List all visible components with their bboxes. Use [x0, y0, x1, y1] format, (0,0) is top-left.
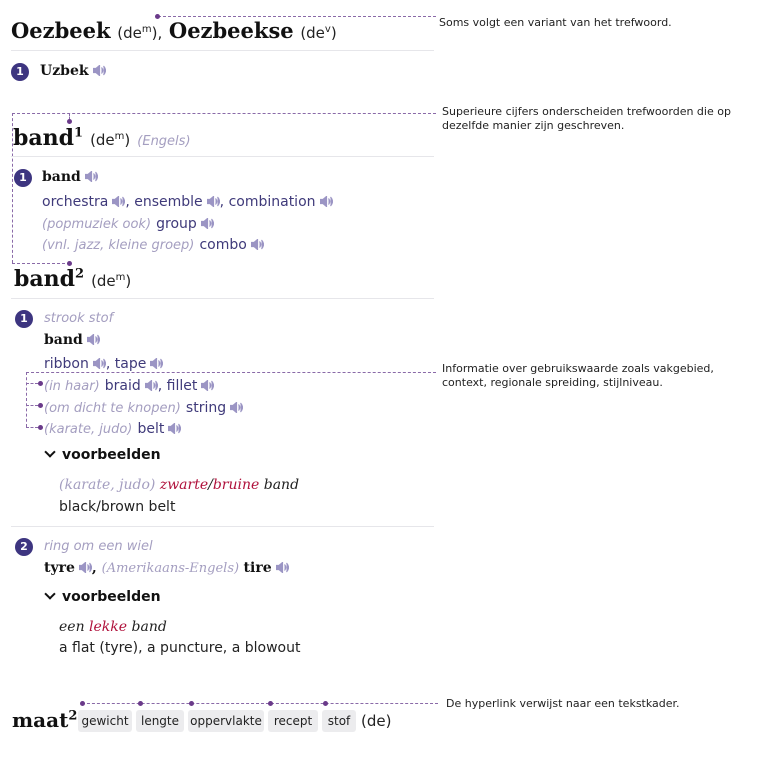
gender-sup: m	[141, 24, 152, 35]
chevron-down-icon	[44, 588, 55, 599]
example-label: (karate, judo)	[59, 477, 156, 493]
gender-sup: m	[114, 131, 125, 142]
gender-label	[90, 131, 130, 149]
hyperlink-button-recept[interactable]: recept	[268, 710, 318, 732]
translation: ensemble	[134, 194, 203, 210]
translation: string	[185, 400, 227, 416]
usage-dot-3	[38, 425, 43, 430]
sense-line	[42, 213, 214, 232]
divider	[11, 50, 434, 51]
hyperlink-note: De hyperlink verwijst naar een tekstkader.	[446, 697, 680, 710]
homonym-number: 2	[68, 708, 78, 724]
homonym-note: Superieure cijfers onderscheiden trefwoorden die op dezelfde manier zijn geschreven.	[442, 105, 731, 132]
sense-label: ring om een wiel	[44, 539, 153, 554]
hyperlink-button-lengte[interactable]: lengte	[136, 710, 184, 732]
sense-line	[40, 63, 106, 79]
gender-text: (de	[117, 24, 142, 42]
hyperlink-button-stof[interactable]: stof	[322, 710, 356, 732]
sense-line: ribbon , tape	[44, 353, 163, 372]
homonym-bracket-bottom	[12, 263, 70, 264]
sense-line: tyre , (Amerikaans-Engels) tire	[44, 560, 289, 576]
variant-note: Soms volgt een variant van het trefwoord.	[439, 16, 672, 29]
example-word: band	[263, 477, 300, 493]
gender-text: (de	[90, 131, 115, 149]
gender-close: )	[125, 272, 132, 290]
sense-line	[42, 169, 98, 185]
example-highlight: zwarte	[159, 477, 209, 493]
homonym-pointer-line	[12, 113, 436, 114]
gender-label: (de)	[361, 712, 392, 730]
speaker-icon[interactable]	[112, 196, 125, 207]
example-translation: black/brown belt	[59, 499, 176, 515]
usage-label: (in haar)	[44, 379, 100, 394]
hyperlink-button-oppervlakte[interactable]: oppervlakte	[188, 710, 264, 732]
speaker-icon[interactable]	[168, 423, 181, 434]
sense-line	[44, 418, 181, 437]
variant-gender-label	[300, 24, 336, 42]
hyperlink-dot-5	[323, 701, 328, 706]
translation: group	[156, 216, 197, 232]
translation: Uzbek	[40, 63, 89, 79]
usage-label: (Amerikaans-Engels)	[101, 561, 240, 576]
usage-bracket	[26, 372, 27, 427]
speaker-icon[interactable]	[87, 334, 100, 345]
hyperlink-dot-1	[80, 701, 85, 706]
divider	[11, 298, 434, 299]
divider	[11, 526, 434, 527]
translation: ribbon	[44, 356, 89, 372]
headword: maat	[12, 708, 69, 732]
homonym-dot-1	[67, 119, 72, 124]
gender-label	[117, 24, 162, 42]
headword: Oezbeek	[11, 18, 111, 43]
translation: fillet	[166, 378, 198, 394]
entry-oezbeek-header	[11, 18, 337, 43]
variant-gender-sup: v	[324, 24, 331, 35]
speaker-icon[interactable]	[79, 562, 92, 573]
hyperlink-pointer-line	[82, 703, 438, 704]
translation: tire	[243, 560, 272, 576]
homonym-number: 2	[75, 266, 85, 282]
sense-line: orchestra , ensemble , combination	[42, 191, 333, 210]
variant-headword: Oezbeekse	[168, 18, 294, 43]
speaker-icon[interactable]	[230, 402, 243, 413]
sense-number: 2	[15, 538, 33, 556]
headword: band	[14, 266, 76, 292]
example-slash: /	[208, 477, 213, 493]
translation: combination	[228, 194, 316, 210]
variant-gender-text: (de	[300, 24, 325, 42]
sense-number: 1	[15, 310, 33, 328]
example-pre: een	[59, 619, 85, 635]
chevron-down-icon	[44, 446, 55, 457]
hyperlink-button-gewicht[interactable]: gewicht	[78, 710, 132, 732]
usage-tick-2	[26, 405, 38, 406]
sense-number: 1	[14, 169, 32, 187]
sense-line	[44, 397, 243, 416]
variant-pointer-line	[158, 16, 436, 17]
translation: belt	[137, 421, 165, 437]
usage-tick-3	[26, 427, 38, 428]
example-translation: a flat (tyre), a puncture, a blowout	[59, 640, 301, 656]
sense-label: strook stof	[44, 311, 114, 326]
speaker-icon[interactable]	[85, 171, 98, 182]
hyperlink-dot-2	[138, 701, 143, 706]
usage-dot-1	[38, 381, 43, 386]
variant-gender-close: )	[330, 24, 337, 42]
examples-toggle-label: voorbeelden	[62, 447, 161, 463]
example-highlight: bruine	[212, 477, 260, 493]
example-source	[59, 477, 299, 493]
translation: orchestra	[42, 194, 109, 210]
gender-text: (de	[91, 272, 116, 290]
speaker-icon[interactable]	[145, 380, 158, 391]
headword: band	[13, 125, 75, 151]
gender-label	[91, 272, 131, 290]
usage-note: Informatie over gebruikswaarde zoals vakgebied, context, regionale spreiding, stijlniveau.	[442, 362, 714, 389]
entry-maat2-header	[12, 708, 77, 732]
example-source	[59, 619, 167, 635]
hyperlink-dot-4	[268, 701, 273, 706]
translation: braid	[104, 378, 141, 394]
translation: tyre	[44, 560, 75, 576]
examples-toggle[interactable]	[44, 589, 161, 605]
usage-label: (popmuziek ook)	[42, 217, 152, 232]
homonym-number: 1	[74, 125, 84, 141]
gender-close: )	[124, 131, 131, 149]
origin-label: (Engels)	[137, 134, 191, 149]
usage-tick-1	[26, 383, 38, 384]
speaker-icon[interactable]	[150, 358, 163, 369]
sense-line	[44, 332, 100, 348]
hyperlink-dot-3	[189, 701, 194, 706]
translation: combo	[199, 237, 247, 253]
translation: tape	[114, 356, 147, 372]
speaker-icon[interactable]	[251, 239, 264, 250]
entry-band1-header	[13, 125, 191, 151]
translation: band	[44, 332, 83, 348]
divider	[11, 156, 434, 157]
example-word: band	[131, 619, 167, 635]
usage-pointer-line	[26, 372, 436, 373]
gender-sup: m	[115, 272, 126, 283]
entry-band2-header	[14, 266, 131, 292]
sense-line	[42, 234, 264, 253]
examples-toggle[interactable]	[44, 447, 161, 463]
usage-dot-2	[38, 403, 43, 408]
usage-label: (vnl. jazz, kleine groep)	[42, 238, 195, 253]
speaker-icon[interactable]	[276, 562, 289, 573]
speaker-icon[interactable]	[201, 380, 214, 391]
speaker-icon[interactable]	[207, 196, 220, 207]
usage-label: (om dicht te knopen)	[44, 401, 181, 416]
examples-toggle-label: voorbeelden	[62, 589, 161, 605]
speaker-icon[interactable]	[93, 65, 106, 76]
example-highlight: lekke	[89, 619, 128, 635]
usage-label: (karate, judo)	[44, 422, 133, 437]
translation: band	[42, 169, 81, 185]
speaker-icon[interactable]	[320, 196, 333, 207]
speaker-icon[interactable]	[93, 358, 106, 369]
speaker-icon[interactable]	[201, 218, 214, 229]
sense-number: 1	[11, 63, 29, 81]
sense-line: (in haar) braid , fillet	[44, 375, 214, 394]
gender-close: ),	[151, 24, 163, 42]
